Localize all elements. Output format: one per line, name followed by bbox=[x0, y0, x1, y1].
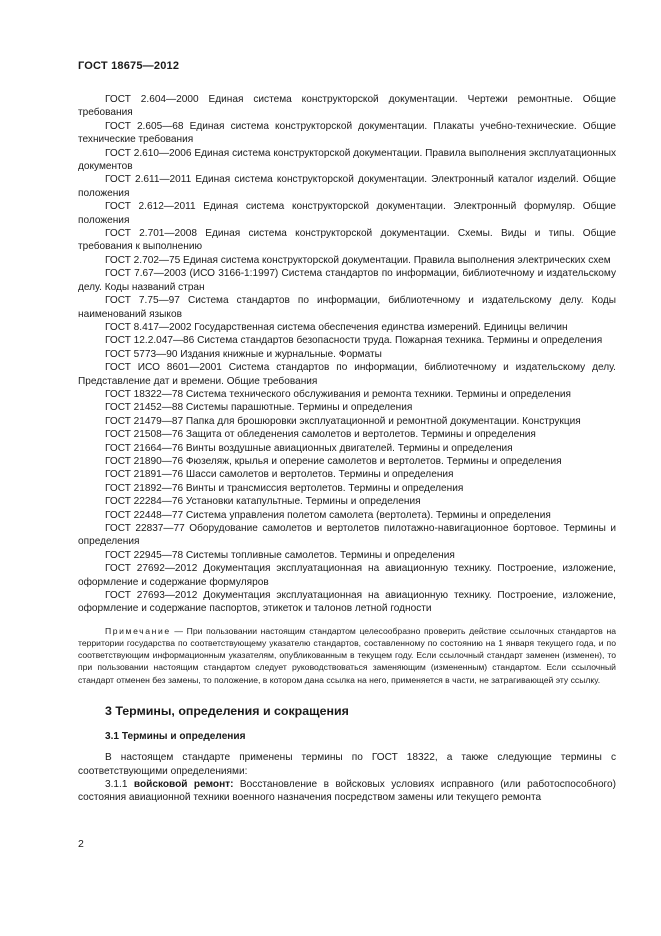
reference-item: ГОСТ 12.2.047—86 Система стандартов безопасности труда. Пожарная техника. Термины и определения bbox=[105, 335, 603, 347]
reference-item: ГОСТ 2.610—2006 Единая система конструкторской документации. Правила выполнения эксплуатационных документов bbox=[78, 147, 616, 173]
reference-item: ГОСТ 22945—78 Системы топливные самолетов. Термины и определения bbox=[105, 549, 455, 561]
reference-item: ГОСТ 2.701—2008 Единая система конструкторской документации. Схемы. Виды и типы. Общие требования к выполнению bbox=[78, 228, 616, 253]
reference-item: ГОСТ 18322—78 Система технического обслуживания и ремонта техники. Термины и определения bbox=[105, 388, 572, 400]
reference-item: ГОСТ 21479—87 Папка для брошюровки эксплуатационной и ремонтной документации. Конструкция bbox=[105, 415, 581, 427]
note-text: — При пользовании настоящим стандартом целесообразно проверить действие ссылочных стандартов на территории государства по соответствующему указателю стандартов, составленному по состоянию на 1 января текущего года, и по соответствующим информационным указателям, опубликованным в текущем году. Если ссылочный стандарт заменен (изменен), то при пользовании настоящим стандартом следует руководствоваться заменяющим (измененным) стандартом. Если ссылочный стандарт отменен без замены, то положение, в котором дана ссылка на него, применяется в части, не затрагивающей эту ссылку. bbox=[78, 625, 616, 685]
reference-item: ГОСТ 27692—2012 Документация эксплуатационная на авиационную технику. Построение, изложение, оформление и содержание формуляров bbox=[78, 563, 616, 588]
reference-item: ГОСТ 2.612—2011 Единая система конструкторской документации. Электронный формуляр. Общие положения bbox=[78, 201, 616, 226]
reference-item: ГОСТ 21508—76 Защита от обледенения самолетов и вертолетов. Термины и определения bbox=[105, 429, 536, 441]
reference-item: ГОСТ 21664—76 Винты воздушные авиационных двигателей. Термины и определения bbox=[105, 442, 513, 454]
reference-item: ГОСТ 7.75—97 Система стандартов по информации, библиотечному и издательскому делу. Коды наименований языков bbox=[78, 295, 616, 320]
reference-item: ГОСТ 22284—76 Установки катапультные. Термины и определения bbox=[105, 496, 421, 508]
term-number: 3.1.1 bbox=[105, 779, 134, 791]
term-definition: Восстановление в войсковых условиях исправного (или работоспособного) состояния авиационной техники военного назначения посредством замены или текущего ремонта bbox=[78, 779, 616, 804]
reference-item: ГОСТ 21890—76 Фюзеляж, крылья и оперение самолетов и вертолетов. Термины и определения bbox=[105, 455, 562, 467]
reference-item: ГОСТ 22448—77 Система управления полетом самолета (вертолета). Термины и определения bbox=[105, 509, 551, 521]
term-name: войсковой ремонт: bbox=[133, 779, 234, 791]
document-code: ГОСТ 18675—2012 bbox=[78, 60, 180, 72]
reference-item: ГОСТ 27693—2012 Документация эксплуатационная на авиационную технику. Построение, изложение, оформление и содержание паспортов, этикеток и талонов летной годности bbox=[78, 590, 616, 615]
page-number: 2 bbox=[78, 838, 84, 850]
note-label: Примечание bbox=[105, 625, 171, 636]
reference-item: ГОСТ 2.611—2011 Единая система конструкторской документации. Электронный каталог изделий. Общие положения bbox=[78, 174, 616, 199]
reference-item: ГОСТ 21891—76 Шасси самолетов и вертолетов. Термины и определения bbox=[105, 469, 454, 481]
reference-item: ГОСТ 21892—76 Винты и трансмиссия вертолетов. Термины и определения bbox=[105, 482, 464, 494]
section-title: 3 Термины, определения и сокращения bbox=[105, 703, 349, 718]
document-body bbox=[78, 93, 616, 805]
reference-item: ГОСТ 5773—90 Издания книжные и журнальные. Форматы bbox=[105, 348, 382, 360]
note-block bbox=[78, 625, 616, 686]
intro-paragraph: В настоящем стандарте применены термины по ГОСТ 18322, а также следующие термины с соответствующими определениями: bbox=[78, 752, 616, 777]
references-list bbox=[78, 93, 616, 616]
reference-item: ГОСТ 2.702—75 Единая система конструкторской документации. Правила выполнения электрических схем bbox=[105, 254, 611, 266]
subsection-title: 3.1 Термины и определения bbox=[105, 730, 246, 742]
reference-item: ГОСТ 21452—88 Системы парашютные. Термины и определения bbox=[105, 402, 413, 414]
reference-item: ГОСТ 22837—77 Оборудование самолетов и вертолетов пилотажно-навигационное бортовое. Термины и определения bbox=[78, 523, 616, 548]
document-header bbox=[78, 60, 179, 72]
term-entry bbox=[78, 778, 616, 805]
reference-item: ГОСТ 8.417—2002 Государственная система обеспечения единства измерений. Единицы величин bbox=[105, 321, 568, 333]
reference-item: ГОСТ ИСО 8601—2001 Система стандартов по информации, библиотечному и издательскому делу. Представление дат и времени. Общие требования bbox=[78, 362, 616, 387]
reference-item: ГОСТ 2.604—2000 Единая система конструкторской документации. Чертежи ремонтные. Общие требования bbox=[78, 94, 616, 119]
reference-item: ГОСТ 2.605—68 Единая система конструкторской документации. Плакаты учебно-технические. Общие технические требования bbox=[78, 120, 616, 146]
reference-item: ГОСТ 7.67—2003 (ИСО 3166-1:1997) Система стандартов по информации, библиотечному и издательскому делу. Коды названий стран bbox=[78, 268, 616, 293]
